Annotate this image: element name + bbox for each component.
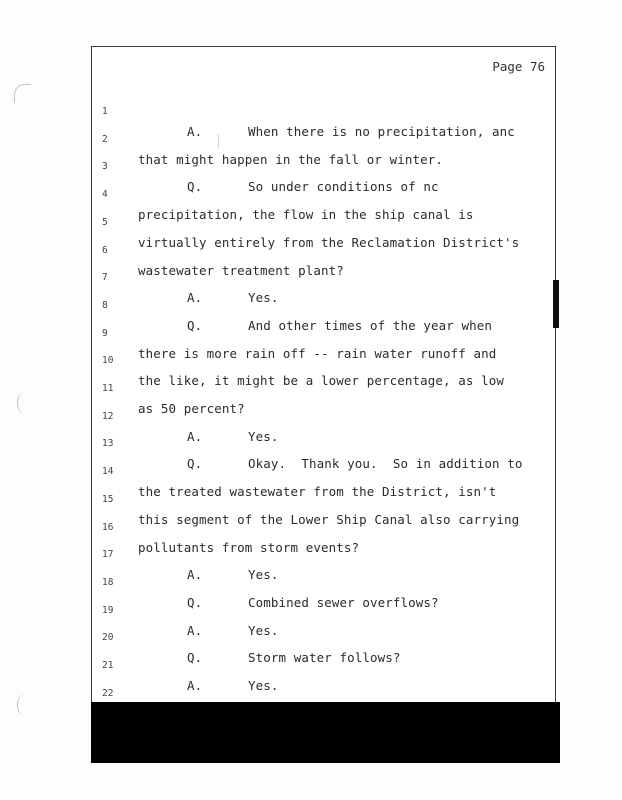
line-number: 15 [102,493,114,505]
line-text: this segment of the Lower Ship Canal also carrying [138,511,520,527]
line-text: there is more rain off -- rain water runoff and [138,345,497,361]
line-number: 8 [102,299,108,311]
line-text: virtually entirely from the Reclamation District's [138,234,520,250]
line-text: precipitation, the flow in the ship canal is [138,207,474,223]
line-number: 11 [102,383,114,394]
line-number: 7 [102,272,108,284]
line-number: 12 [102,410,114,422]
line-number: 14 [102,466,114,478]
scan-edge-bar [553,280,559,328]
line-number: 21 [102,660,114,671]
line-number: 5 [102,216,108,228]
line-number: 1 [102,106,108,117]
line-number: 18 [102,576,114,588]
binder-hole-mark [17,694,32,716]
line-number: 2 [102,133,108,145]
line-text: A. When there is no precipitation, anc [187,124,515,139]
page-number: Page 76 [492,59,545,74]
line-text: the treated wastewater from the District, isn't [138,484,497,500]
line-text: A. Yes. [187,678,279,693]
line-text: Q. Combined sewer overflows? [187,594,439,610]
line-number: 13 [102,438,114,450]
transcript-line [92,82,556,139]
line-text: Q. So under conditions of nc [187,179,439,195]
line-number: 19 [102,604,114,616]
transcript-frame [91,46,556,762]
line-number: 22 [102,687,114,699]
line-text: Q. And other times of the year when [187,317,493,333]
line-number: 9 [102,327,108,339]
line-text: Q. Storm water follows? [187,650,401,666]
redaction-block [91,702,560,763]
line-text: as 50 percent? [138,401,245,416]
line-number: 20 [102,632,114,644]
line-text: wastewater treatment plant? [138,262,344,278]
line-text: the like, it might be a lower percentage, as low [138,373,505,389]
line-number: 17 [102,549,114,561]
line-text: Q. Okay. Thank you. So in addition to [187,456,523,472]
line-text: A. Yes. [187,567,279,583]
line-text: pollutants from storm events? [138,539,360,555]
line-number: 6 [102,244,108,256]
binder-hole-mark [14,84,31,103]
line-text: that might happen in the fall or winter. [138,151,444,167]
line-number: 10 [102,355,114,367]
line-number: 3 [102,161,108,173]
line-text: A. Yes. [187,428,279,444]
line-number: 16 [102,521,114,533]
line-number: 4 [102,189,108,201]
line-text: A. Yes. [187,290,279,306]
line-text: A. Yes. [187,622,279,638]
binder-hole-mark [17,392,32,414]
